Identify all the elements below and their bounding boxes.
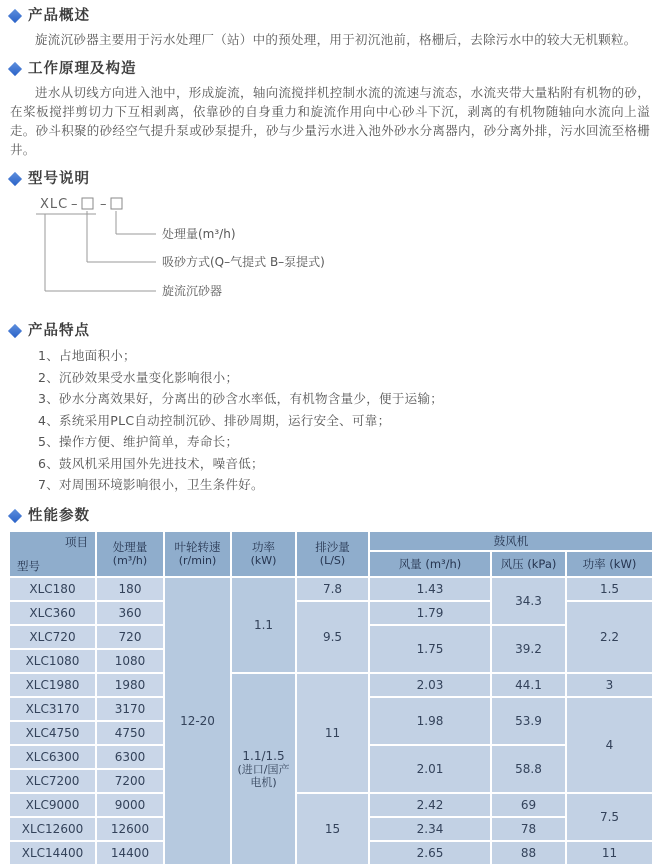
section-model-heading: [8, 169, 652, 189]
model-cell: XLC9000: [9, 793, 96, 817]
model-cell: XLC360: [9, 601, 96, 625]
header-power: 功率 (kW): [231, 531, 296, 577]
blower-power-cell: 2.2: [566, 601, 653, 673]
model-dash: –: [100, 197, 108, 212]
sand-cell: 15: [296, 793, 369, 865]
model-dash: –: [71, 197, 79, 212]
capacity-cell: 9000: [96, 793, 164, 817]
blower-power-cell: 1.5: [566, 577, 653, 601]
diamond-bullet-icon: [8, 508, 22, 522]
pressure-cell: 88: [491, 841, 566, 865]
model-cell: XLC1980: [9, 673, 96, 697]
capacity-cell: 720: [96, 625, 164, 649]
table-header-row: [9, 531, 653, 552]
model-cell: XLC720: [9, 625, 96, 649]
diamond-bullet-icon: [8, 324, 22, 338]
pressure-cell: 78: [491, 817, 566, 841]
model-label-capacity: 处理量(m³/h): [162, 227, 236, 241]
model-cell: XLC14400: [9, 841, 96, 865]
header-blower-power: 功率 (kW): [566, 551, 653, 576]
feature-item: 1、占地面积小；: [38, 348, 136, 363]
speed-cell: 12-20: [164, 577, 231, 865]
table-row: [9, 577, 653, 601]
capacity-cell: 1080: [96, 649, 164, 673]
model-cell: XLC6300: [9, 745, 96, 769]
pressure-cell: 69: [491, 793, 566, 817]
feature-item: 3、砂水分离效果好，分离出的砂含水率低，有机物含量少，便于运输；: [38, 391, 444, 406]
section-features-title: 产品特点: [28, 323, 90, 339]
volume-cell: 2.65: [369, 841, 491, 865]
performance-table: [8, 530, 654, 866]
model-cell: XLC1080: [9, 649, 96, 673]
feature-item: 2、沉砂效果受水量变化影响很小；: [38, 369, 239, 385]
sand-cell: 9.5: [296, 601, 369, 673]
sand-cell: 11: [296, 673, 369, 793]
volume-cell: 1.43: [369, 577, 491, 601]
section-principle-heading: [8, 59, 652, 79]
power-cell: 1.1/1.5 (进口/国产电机): [231, 673, 296, 865]
header-speed: 叶轮转速 (r/min): [164, 531, 231, 577]
diamond-bullet-icon: [8, 62, 22, 76]
header-capacity: 处理量 (m³/h): [96, 531, 164, 577]
header-sand: 排沙量 (L/S): [296, 531, 369, 577]
capacity-cell: 180: [96, 577, 164, 601]
sand-cell: 7.8: [296, 577, 369, 601]
table-row: [9, 673, 653, 697]
blower-power-cell: 11: [566, 841, 653, 865]
blower-power-cell: 3: [566, 673, 653, 697]
capacity-cell: 14400: [96, 841, 164, 865]
header-blower-pressure: 风压 (kPa): [491, 551, 566, 576]
pressure-cell: 34.3: [491, 577, 566, 625]
blower-power-cell: 7.5: [566, 793, 653, 841]
table-row: [9, 793, 653, 817]
capacity-cell: 12600: [96, 817, 164, 841]
section-features-heading: [8, 321, 652, 341]
section-overview-title: 产品概述: [28, 8, 90, 24]
model-box-2: [111, 198, 122, 209]
volume-cell: 1.98: [369, 697, 491, 745]
section-principle-title: 工作原理及构造: [28, 61, 137, 77]
overview-paragraph: 旋流沉砂器主要用于污水处理厂（站）中的预处理，用于初沉池前，格栅后，去除污水中的较大无机颗粒。: [35, 32, 637, 47]
blower-power-cell: 4: [566, 697, 653, 793]
model-label-device: 旋流沉砂器: [162, 284, 223, 298]
feature-item: 4、系统采用PLC自动控制沉砂、排砂周期，运行安全、可靠；: [38, 412, 391, 428]
section-overview-heading: [8, 6, 652, 26]
feature-item: 7、对周围环境影响很小，卫生条件好。: [38, 477, 264, 492]
model-code-diagram: [34, 195, 454, 305]
corner-label-item: 项目: [65, 534, 88, 549]
capacity-cell: 1980: [96, 673, 164, 697]
volume-cell: 2.42: [369, 793, 491, 817]
pressure-cell: 44.1: [491, 673, 566, 697]
diamond-bullet-icon: [8, 172, 22, 186]
model-box-1: [82, 198, 93, 209]
model-cell: XLC7200: [9, 769, 96, 793]
principle-paragraph: 进水从切线方向进入池中，形成旋流，轴向流搅拌机控制水流的流速与流态，水流夹带大量粘附有机物的砂，在桨板搅拌剪切力下互相剥离，依靠砂的自身重力和旋流作用向中心砂斗下沉，剥离的有机物随轴向水流向上溢走。砂斗积聚的砂经空气提升泵或砂泵提升，砂与少量污水进入池外砂水分离器内，砂分离外排，污水回流至格栅井。: [10, 85, 651, 157]
volume-cell: 1.75: [369, 625, 491, 673]
capacity-cell: 360: [96, 601, 164, 625]
pressure-cell: 39.2: [491, 625, 566, 673]
section-performance-heading: [8, 506, 652, 526]
capacity-cell: 6300: [96, 745, 164, 769]
section-performance-title: 性能参数: [28, 507, 90, 524]
feature-list: [8, 345, 652, 496]
header-blower-volume: 风量 (m³/h): [369, 551, 491, 576]
volume-cell: 2.03: [369, 673, 491, 697]
header-blower-group: 鼓风机: [369, 531, 653, 552]
corner-header-cell: [9, 531, 96, 577]
volume-cell: 1.79: [369, 601, 491, 625]
model-prefix: XLC: [40, 197, 69, 212]
model-cell: XLC3170: [9, 697, 96, 721]
pressure-cell: 53.9: [491, 697, 566, 745]
capacity-cell: 7200: [96, 769, 164, 793]
diamond-bullet-icon: [8, 9, 22, 23]
capacity-cell: 3170: [96, 697, 164, 721]
feature-item: 5、操作方便、维护简单，寿命长；: [38, 434, 239, 449]
volume-cell: 2.34: [369, 817, 491, 841]
volume-cell: 2.01: [369, 745, 491, 793]
section-model-title: 型号说明: [28, 171, 90, 187]
feature-item: 6、鼓风机采用国外先进技术，噪音低；: [38, 455, 264, 471]
power-cell: 1.1: [231, 577, 296, 673]
pressure-cell: 58.8: [491, 745, 566, 793]
model-cell: XLC4750: [9, 721, 96, 745]
model-cell: XLC180: [9, 577, 96, 601]
capacity-cell: 4750: [96, 721, 164, 745]
model-cell: XLC12600: [9, 817, 96, 841]
corner-label-model: 型号: [17, 558, 40, 573]
model-label-method: 吸砂方式(Q–气提式 B–泵提式): [162, 255, 325, 269]
